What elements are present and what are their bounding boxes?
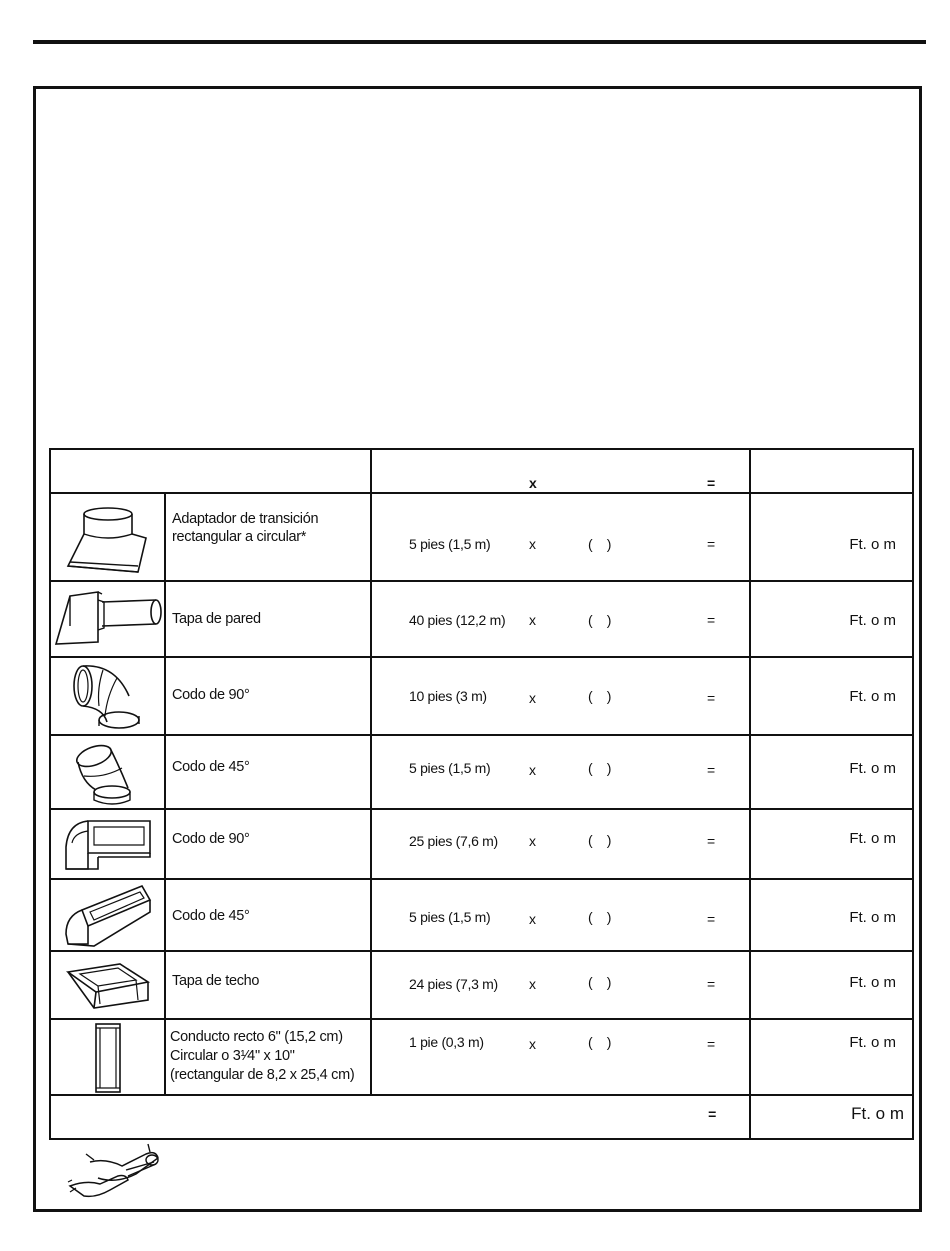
icon-cell bbox=[50, 581, 165, 657]
result-unit: Ft. o m bbox=[849, 760, 896, 777]
result-unit: Ft. o m bbox=[849, 830, 896, 847]
total-row bbox=[50, 1095, 913, 1139]
total-label-cell bbox=[50, 1095, 750, 1139]
description-line: Codo de 45° bbox=[172, 908, 250, 924]
icon-cell bbox=[50, 809, 165, 879]
quantity-blank[interactable]: ( ) bbox=[588, 909, 612, 925]
wall-cap-icon bbox=[52, 586, 164, 656]
header-equals: = bbox=[707, 475, 715, 491]
result-cell bbox=[750, 951, 913, 1019]
item-description bbox=[166, 1020, 370, 1085]
table-row bbox=[50, 809, 913, 879]
table-row bbox=[50, 581, 913, 657]
straight-duct-icon bbox=[88, 1022, 128, 1094]
item-description bbox=[166, 494, 370, 546]
calc-cell bbox=[371, 951, 750, 1019]
hands-tool-icon bbox=[66, 1140, 166, 1204]
equals-sign: = bbox=[707, 536, 715, 552]
equivalent-length: 1 pie (0,3 m) bbox=[409, 1034, 484, 1050]
times-sign: x bbox=[529, 612, 536, 628]
quantity-blank[interactable]: ( ) bbox=[588, 832, 612, 848]
item-description bbox=[166, 880, 370, 925]
icon-cell bbox=[50, 657, 165, 735]
equals-sign: = bbox=[707, 911, 715, 927]
calc-cell bbox=[371, 657, 750, 735]
header-result-cell bbox=[750, 449, 913, 493]
equals-sign: = bbox=[707, 976, 715, 992]
quantity-blank[interactable]: ( ) bbox=[588, 1034, 612, 1050]
description-cell bbox=[165, 879, 371, 951]
icon-cell bbox=[50, 951, 165, 1019]
equivalent-length: 5 pies (1,5 m) bbox=[409, 760, 491, 776]
description-line: Circular o 3¹⁄4" x 10" bbox=[170, 1048, 295, 1064]
result-unit: Ft. o m bbox=[849, 1034, 896, 1051]
equivalent-length: 40 pies (12,2 m) bbox=[409, 612, 506, 628]
result-unit: Ft. o m bbox=[849, 536, 896, 553]
calc-cell bbox=[371, 809, 750, 879]
description-cell bbox=[165, 493, 371, 581]
times-sign: x bbox=[529, 976, 536, 992]
result-cell bbox=[750, 809, 913, 879]
result-cell bbox=[750, 735, 913, 809]
description-cell bbox=[165, 657, 371, 735]
result-cell bbox=[750, 581, 913, 657]
calc-cell bbox=[371, 735, 750, 809]
equivalent-length: 5 pies (1,5 m) bbox=[409, 536, 491, 552]
quantity-blank[interactable]: ( ) bbox=[588, 760, 612, 776]
table-row bbox=[50, 1019, 913, 1095]
times-sign: x bbox=[529, 1036, 536, 1052]
times-sign: x bbox=[529, 833, 536, 849]
description-line: (rectangular de 8,2 x 25,4 cm) bbox=[170, 1067, 355, 1083]
item-description bbox=[166, 736, 370, 776]
result-unit: Ft. o m bbox=[849, 612, 896, 629]
equals-sign: = bbox=[707, 762, 715, 778]
duct-length-table bbox=[49, 448, 914, 1140]
quantity-blank[interactable]: ( ) bbox=[588, 536, 612, 552]
description-cell bbox=[165, 809, 371, 879]
item-description bbox=[166, 582, 370, 628]
total-equals: = bbox=[708, 1106, 716, 1122]
description-cell bbox=[165, 1019, 371, 1095]
calc-cell bbox=[371, 581, 750, 657]
result-unit: Ft. o m bbox=[849, 688, 896, 705]
times-sign: x bbox=[529, 911, 536, 927]
equals-sign: = bbox=[707, 690, 715, 706]
calc-cell bbox=[371, 879, 750, 951]
total-result-cell bbox=[750, 1095, 913, 1139]
table-row bbox=[50, 493, 913, 581]
equals-sign: = bbox=[707, 612, 715, 628]
times-sign: x bbox=[529, 762, 536, 778]
description-line: Codo de 45° bbox=[172, 759, 250, 775]
result-cell bbox=[750, 493, 913, 581]
description-line: Adaptador de transición bbox=[172, 511, 319, 527]
rect-elbow-90-icon bbox=[58, 813, 158, 877]
table-row bbox=[50, 735, 913, 809]
description-line: Codo de 90° bbox=[172, 687, 250, 703]
icon-cell bbox=[50, 493, 165, 581]
times-sign: x bbox=[529, 536, 536, 552]
result-unit: Ft. o m bbox=[849, 974, 896, 991]
roof-cap-icon bbox=[60, 958, 156, 1014]
result-cell bbox=[750, 657, 913, 735]
table-row bbox=[50, 951, 913, 1019]
description-line: Tapa de pared bbox=[172, 611, 261, 627]
round-elbow-90-icon bbox=[63, 660, 153, 734]
item-description bbox=[166, 810, 370, 848]
result-cell bbox=[750, 879, 913, 951]
equals-sign: = bbox=[707, 833, 715, 849]
description-line: rectangular a circular* bbox=[172, 529, 307, 545]
table-row bbox=[50, 879, 913, 951]
result-cell bbox=[750, 1019, 913, 1095]
description-cell bbox=[165, 735, 371, 809]
header-calc-cell bbox=[371, 449, 750, 493]
quantity-blank[interactable]: ( ) bbox=[588, 974, 612, 990]
quantity-blank[interactable]: ( ) bbox=[588, 612, 612, 628]
times-sign: x bbox=[529, 690, 536, 706]
description-line: Tapa de techo bbox=[172, 973, 260, 989]
icon-cell bbox=[50, 735, 165, 809]
transition-adapter-icon bbox=[58, 500, 158, 580]
equals-sign: = bbox=[707, 1036, 715, 1052]
description-cell bbox=[165, 581, 371, 657]
item-description bbox=[166, 952, 370, 990]
equivalent-length: 25 pies (7,6 m) bbox=[409, 833, 498, 849]
item-description bbox=[166, 658, 370, 704]
icon-cell bbox=[50, 1019, 165, 1095]
rect-elbow-45-icon bbox=[58, 882, 158, 950]
table-row bbox=[50, 657, 913, 735]
equivalent-length: 5 pies (1,5 m) bbox=[409, 909, 491, 925]
total-result-unit: Ft. o m bbox=[851, 1104, 904, 1123]
description-line: Codo de 90° bbox=[172, 831, 250, 847]
calc-cell bbox=[371, 493, 750, 581]
top-rule bbox=[33, 40, 926, 44]
description-cell bbox=[165, 951, 371, 1019]
icon-cell bbox=[50, 879, 165, 951]
result-unit: Ft. o m bbox=[849, 909, 896, 926]
header-item-cell bbox=[50, 449, 371, 493]
quantity-blank[interactable]: ( ) bbox=[588, 688, 612, 704]
equivalent-length: 24 pies (7,3 m) bbox=[409, 976, 498, 992]
header-times: x bbox=[529, 475, 537, 491]
equivalent-length: 10 pies (3 m) bbox=[409, 688, 487, 704]
round-elbow-45-icon bbox=[68, 738, 148, 808]
calc-cell bbox=[371, 1019, 750, 1095]
table-header-row bbox=[50, 449, 913, 493]
description-line: Conducto recto 6" (15,2 cm) bbox=[170, 1029, 343, 1045]
